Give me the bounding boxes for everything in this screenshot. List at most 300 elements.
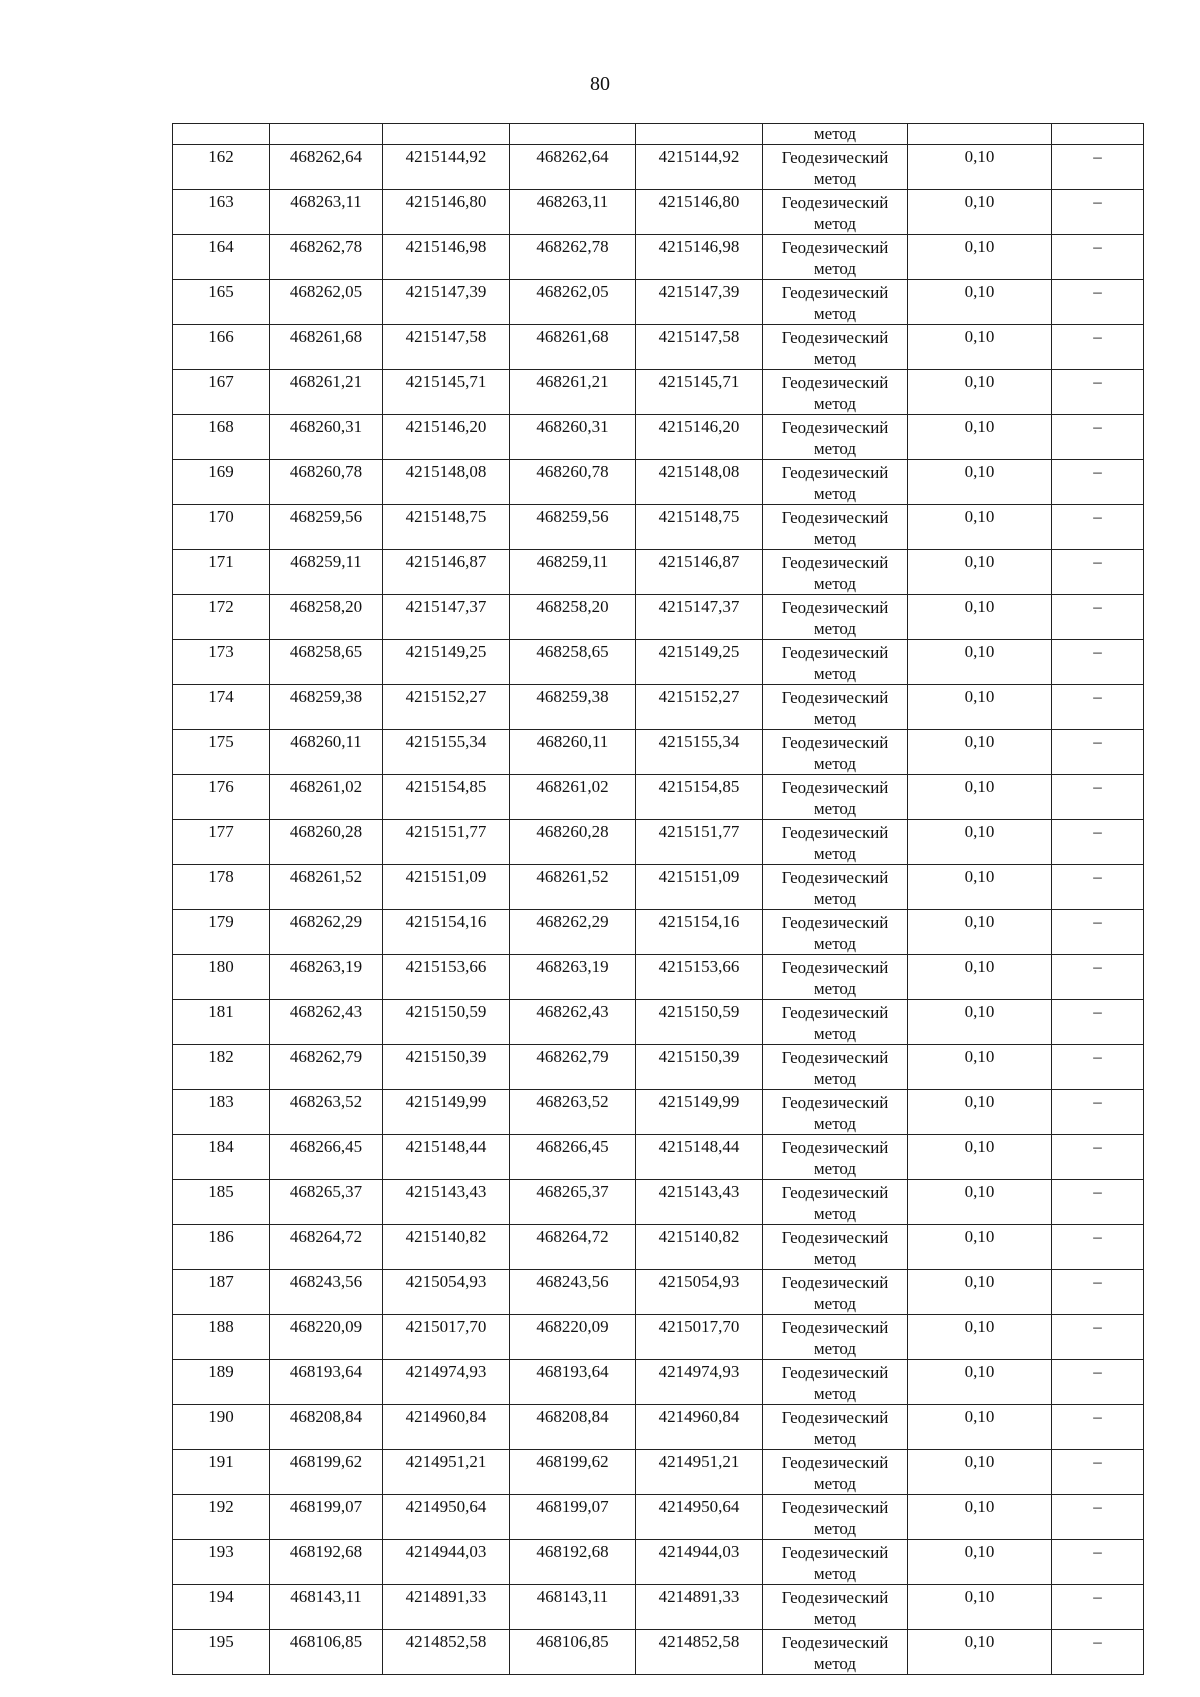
table-row: [173, 1180, 1144, 1225]
cell-accuracy: [908, 280, 1052, 325]
cell-note: [1052, 820, 1144, 865]
cell-accuracy: [908, 145, 1052, 190]
cell-y-existing: [383, 460, 510, 505]
cell-y-existing-text: 4215147,39: [405, 282, 487, 301]
cell-point-number-text: 176: [208, 777, 234, 796]
cell-point-number: [173, 280, 270, 325]
cell-accuracy: [908, 1405, 1052, 1450]
cell-x-refined-text: 468262,29: [536, 912, 609, 931]
cell-note-text: –: [1093, 642, 1102, 661]
cell-accuracy: [908, 1090, 1052, 1135]
cell-x-refined: [510, 1585, 636, 1630]
cell-x-refined-text: 468261,02: [536, 777, 609, 796]
cell-y-existing-text: 4215155,34: [405, 732, 487, 751]
cell-x-existing: [270, 1135, 383, 1180]
cell-accuracy-text: 0,10: [964, 1182, 995, 1201]
cell-x-existing-text: 468263,52: [289, 1092, 363, 1111]
cell-accuracy-text: 0,10: [964, 822, 995, 841]
method-line-1: Геодезический: [781, 1363, 889, 1382]
cell-x-existing-text: 468261,52: [289, 867, 363, 886]
cell-x-existing-text: 468262,05: [289, 282, 363, 301]
cell-x-refined-text: 468243,56: [536, 1272, 609, 1291]
cell-x-refined-text: 468262,43: [536, 1002, 609, 1021]
table-row: [173, 1450, 1144, 1495]
cell-point-number: [173, 325, 270, 370]
cell-x-refined: [510, 1540, 636, 1585]
cell-y-refined-text: 4215147,37: [658, 597, 740, 616]
cell-y-refined: [636, 505, 763, 550]
cell-x-existing-text: 468193,64: [289, 1362, 363, 1381]
cell-point-number-text: 162: [208, 147, 234, 166]
cell-y-existing: [383, 190, 510, 235]
cell-point-number-text: 189: [208, 1362, 234, 1381]
cell-y-refined-text: 4215150,39: [658, 1047, 740, 1066]
cell-point-number-text: 188: [208, 1317, 234, 1336]
cell-note-text: –: [1093, 147, 1102, 166]
cell-x-refined: [510, 955, 636, 1000]
cell-note-text: –: [1093, 687, 1102, 706]
cell-method: [763, 235, 908, 280]
cell-note-text: –: [1093, 372, 1102, 391]
cell-x-existing: [270, 1630, 383, 1675]
method-line-2: метод: [813, 1069, 857, 1088]
cell-point-number-text: 167: [208, 372, 234, 391]
method-line-1: Геодезический: [781, 1003, 889, 1022]
method-line-2: метод: [813, 1609, 857, 1628]
cell-x-existing: [270, 370, 383, 415]
cell-y-existing: [383, 595, 510, 640]
cell-note: [1052, 955, 1144, 1000]
cell-y-refined: [636, 820, 763, 865]
cell-x-refined: [510, 1405, 636, 1450]
cell-accuracy-text: 0,10: [964, 417, 995, 436]
cell-y-existing: [383, 865, 510, 910]
cell-y-existing: [383, 640, 510, 685]
cell-x-refined-text: 468263,11: [536, 192, 609, 211]
cell-x-refined: [510, 1495, 636, 1540]
method-line-2: метод: [813, 214, 857, 233]
cell-x-existing: [270, 1180, 383, 1225]
cell-y-refined-text: 4215146,80: [658, 192, 740, 211]
method-line-1: Геодезический: [781, 823, 889, 842]
table-row: [173, 190, 1144, 235]
cell-y-refined-text: 4215147,39: [658, 282, 740, 301]
method-line-2: метод: [813, 484, 857, 503]
cell-note-text: –: [1093, 867, 1102, 886]
cell-y-existing: [383, 1495, 510, 1540]
cell-point-number-text: 171: [208, 552, 234, 571]
cell-accuracy-text: 0,10: [964, 1227, 995, 1246]
cell-accuracy-text: 0,10: [964, 1542, 995, 1561]
table-row: [173, 370, 1144, 415]
method-line-2: метод: [813, 1429, 857, 1448]
cell-note-text: –: [1093, 1317, 1102, 1336]
method-line-1: Геодезический: [781, 1138, 889, 1157]
cell-x-refined-text: 468199,07: [536, 1497, 609, 1516]
cell-point-number: [173, 124, 270, 145]
cell-point-number: [173, 505, 270, 550]
cell-y-refined-text: 4215150,59: [658, 1002, 740, 1021]
cell-x-refined-text: 468260,31: [536, 417, 609, 436]
method-line-2: метод: [813, 979, 857, 998]
table-row: [173, 730, 1144, 775]
cell-y-refined: [636, 1180, 763, 1225]
cell-accuracy: [908, 640, 1052, 685]
cell-accuracy: [908, 190, 1052, 235]
cell-x-existing: [270, 1045, 383, 1090]
cell-point-number: [173, 1495, 270, 1540]
cell-point-number: [173, 1450, 270, 1495]
cell-y-existing: [383, 955, 510, 1000]
cell-note: [1052, 1630, 1144, 1675]
cell-y-existing-text: 4215146,20: [405, 417, 487, 436]
cell-x-existing-text: 468263,11: [290, 192, 362, 211]
cell-note: [1052, 460, 1144, 505]
cell-x-refined-text: 468106,85: [536, 1632, 609, 1651]
cell-x-existing-text: 468199,07: [289, 1497, 363, 1516]
cell-note-text: –: [1093, 192, 1102, 211]
cell-y-refined: [636, 1585, 763, 1630]
cell-y-existing: [383, 775, 510, 820]
cell-y-existing: [383, 124, 510, 145]
cell-x-existing-text: 468261,68: [289, 327, 363, 346]
table-row: [173, 1045, 1144, 1090]
cell-y-refined-text: 4215151,77: [658, 822, 740, 841]
cell-x-existing: [270, 1270, 383, 1315]
cell-y-refined-text: 4215147,58: [658, 327, 740, 346]
method-line-1: Геодезический: [781, 328, 889, 347]
cell-point-number-text: 183: [208, 1092, 234, 1111]
cell-point-number-text: 193: [208, 1542, 234, 1561]
cell-x-existing-text: 468262,43: [289, 1002, 363, 1021]
cell-x-refined-text: 468259,56: [536, 507, 609, 526]
cell-y-refined-text: 4215153,66: [658, 957, 740, 976]
cell-y-existing-text: 4215145,71: [405, 372, 487, 391]
cell-accuracy-text: 0,10: [964, 687, 995, 706]
cell-y-existing-text: 4215149,99: [405, 1092, 487, 1111]
table-row: [173, 460, 1144, 505]
cell-x-existing: [270, 280, 383, 325]
cell-y-existing-text: 4215146,87: [405, 552, 487, 571]
cell-method: [763, 730, 908, 775]
cell-x-existing: [270, 235, 383, 280]
cell-note-text: –: [1093, 462, 1102, 481]
cell-x-refined: [510, 505, 636, 550]
cell-y-existing: [383, 505, 510, 550]
cell-accuracy-text: 0,10: [964, 1047, 995, 1066]
cell-note-text: –: [1093, 282, 1102, 301]
cell-accuracy: [908, 1585, 1052, 1630]
cell-x-refined-text: 468263,52: [536, 1092, 609, 1111]
cell-x-existing-text: 468264,72: [289, 1227, 363, 1246]
cell-x-refined-text: 468260,11: [536, 732, 609, 751]
cell-x-existing: [270, 1315, 383, 1360]
cell-point-number: [173, 640, 270, 685]
method-line-1: Геодезический: [781, 598, 889, 617]
cell-point-number: [173, 1000, 270, 1045]
cell-method: [763, 460, 908, 505]
method-line-2: метод: [813, 394, 857, 413]
table-row: [173, 1405, 1144, 1450]
table-row: [173, 235, 1144, 280]
cell-accuracy-text: 0,10: [964, 192, 995, 211]
cell-y-refined-text: 4215145,71: [658, 372, 740, 391]
cell-point-number-text: 169: [208, 462, 234, 481]
cell-y-refined: [636, 1225, 763, 1270]
table-row: [173, 775, 1144, 820]
cell-note-text: –: [1093, 1137, 1102, 1156]
cell-point-number: [173, 1225, 270, 1270]
cell-x-existing-text: 468261,21: [289, 372, 363, 391]
cell-x-existing: [270, 550, 383, 595]
cell-y-refined: [636, 124, 763, 145]
cell-accuracy: [908, 820, 1052, 865]
method-line-2: метод: [813, 1114, 857, 1133]
cell-y-existing: [383, 820, 510, 865]
cell-y-refined-text: 4215017,70: [658, 1317, 740, 1336]
cell-method: [763, 1630, 908, 1675]
cell-note-text: –: [1093, 237, 1102, 256]
cell-point-number-text: 181: [208, 1002, 234, 1021]
cell-note: [1052, 415, 1144, 460]
cell-x-refined: [510, 280, 636, 325]
cell-y-existing-text: 4215150,59: [405, 1002, 487, 1021]
cell-accuracy-text: 0,10: [964, 462, 995, 481]
cell-note-text: –: [1093, 777, 1102, 796]
method-line-1: Геодезический: [781, 1228, 889, 1247]
cell-accuracy-text: 0,10: [964, 1632, 995, 1651]
cell-y-existing: [383, 415, 510, 460]
cell-y-refined: [636, 550, 763, 595]
table-row: [173, 325, 1144, 370]
cell-x-existing: [270, 1000, 383, 1045]
cell-accuracy: [908, 910, 1052, 955]
cell-y-refined: [636, 1405, 763, 1450]
cell-y-refined-text: 4215144,92: [658, 147, 740, 166]
cell-accuracy-text: 0,10: [964, 1092, 995, 1111]
cell-note-text: –: [1093, 912, 1102, 931]
cell-y-refined: [636, 1315, 763, 1360]
cell-x-refined: [510, 910, 636, 955]
cell-y-refined-text: 4215140,82: [658, 1227, 740, 1246]
cell-y-refined-text: 4215148,44: [658, 1137, 740, 1156]
method-line-1: Геодезический: [781, 1183, 889, 1202]
cell-accuracy-text: 0,10: [964, 597, 995, 616]
method-line-1: Геодезический: [781, 1318, 889, 1337]
method-line-2: метод: [813, 259, 857, 278]
cell-y-existing: [383, 1360, 510, 1405]
cell-accuracy: [908, 685, 1052, 730]
method-line-1: Геодезический: [781, 688, 889, 707]
cell-y-refined-text: 4214960,84: [658, 1407, 740, 1426]
cell-y-refined: [636, 145, 763, 190]
cell-accuracy: [908, 415, 1052, 460]
cell-point-number-text: 187: [208, 1272, 234, 1291]
cell-note: [1052, 1585, 1144, 1630]
cell-y-refined: [636, 1135, 763, 1180]
cell-point-number: [173, 460, 270, 505]
cell-y-existing-text: 4215154,16: [405, 912, 487, 931]
method-line-2: метод: [813, 169, 857, 188]
cell-accuracy: [908, 550, 1052, 595]
cell-accuracy: [908, 1270, 1052, 1315]
cell-note-text: –: [1093, 507, 1102, 526]
cell-x-existing-text: 468199,62: [289, 1452, 363, 1471]
method-line-2: метод: [813, 439, 857, 458]
cell-y-existing: [383, 1180, 510, 1225]
cell-y-existing: [383, 1045, 510, 1090]
cell-x-existing: [270, 124, 383, 145]
cell-method: [763, 325, 908, 370]
cell-point-number-text: 186: [208, 1227, 234, 1246]
cell-x-refined: [510, 190, 636, 235]
cell-point-number-text: 163: [208, 192, 234, 211]
cell-point-number: [173, 1135, 270, 1180]
cell-accuracy-text: 0,10: [964, 1137, 995, 1156]
cell-method: [763, 1450, 908, 1495]
cell-note: [1052, 1270, 1144, 1315]
cell-note: [1052, 1225, 1144, 1270]
cell-x-existing-text: 468259,11: [290, 552, 362, 571]
cell-point-number-text: 185: [208, 1182, 234, 1201]
table-row: [173, 640, 1144, 685]
cell-note: [1052, 280, 1144, 325]
cell-point-number-text: 195: [208, 1632, 234, 1651]
cell-y-existing: [383, 1540, 510, 1585]
cell-y-refined-text: 4215143,43: [658, 1182, 740, 1201]
cell-method: [763, 685, 908, 730]
method-line-2: метод: [813, 1159, 857, 1178]
cell-x-refined-text: 468266,45: [536, 1137, 609, 1156]
cell-note-text: –: [1093, 1632, 1102, 1651]
method-line-2: метод: [813, 1204, 857, 1223]
cell-y-existing: [383, 145, 510, 190]
cell-accuracy-text: 0,10: [964, 237, 995, 256]
cell-method: [763, 865, 908, 910]
cell-y-existing-text: 4215054,93: [405, 1272, 487, 1291]
cell-point-number: [173, 1270, 270, 1315]
cell-x-refined-text: 468262,79: [536, 1047, 609, 1066]
cell-y-existing-text: 4215148,75: [405, 507, 487, 526]
cell-x-existing: [270, 730, 383, 775]
cell-x-existing-text: 468260,11: [290, 732, 362, 751]
cell-note: [1052, 1450, 1144, 1495]
table-row: [173, 1360, 1144, 1405]
method-line-2: метод: [813, 1024, 857, 1043]
cell-note: [1052, 124, 1144, 145]
cell-x-refined-text: 468258,20: [536, 597, 609, 616]
cell-point-number-text: 184: [208, 1137, 234, 1156]
cell-x-existing-text: 468243,56: [289, 1272, 363, 1291]
method-line-2: метод: [813, 1474, 857, 1493]
cell-x-refined: [510, 685, 636, 730]
method-line-1: Геодезический: [781, 283, 889, 302]
cell-accuracy: [908, 775, 1052, 820]
cell-note: [1052, 910, 1144, 955]
cell-x-refined: [510, 145, 636, 190]
cell-note-text: –: [1093, 1362, 1102, 1381]
cell-accuracy: [908, 1495, 1052, 1540]
cell-note-text: –: [1093, 1452, 1102, 1471]
cell-x-refined-text: 468258,65: [536, 642, 609, 661]
cell-accuracy: [908, 1450, 1052, 1495]
cell-y-existing: [383, 1405, 510, 1450]
cell-accuracy: [908, 1540, 1052, 1585]
cell-y-refined-text: 4215152,27: [658, 687, 740, 706]
cell-x-existing: [270, 1360, 383, 1405]
cell-x-refined: [510, 370, 636, 415]
cell-point-number-text: 178: [208, 867, 234, 886]
cell-method: [763, 370, 908, 415]
cell-point-number: [173, 235, 270, 280]
cell-accuracy: [908, 1360, 1052, 1405]
cell-accuracy-text: 0,10: [964, 147, 995, 166]
cell-x-existing-text: 468260,78: [289, 462, 363, 481]
cell-y-refined: [636, 325, 763, 370]
table-row: [173, 1585, 1144, 1630]
cell-x-existing: [270, 1450, 383, 1495]
cell-note-text: –: [1093, 822, 1102, 841]
cell-y-refined-text: 4215149,25: [658, 642, 740, 661]
cell-x-refined: [510, 775, 636, 820]
cell-point-number-text: 168: [208, 417, 234, 436]
cell-point-number-text: 182: [208, 1047, 234, 1066]
cell-x-refined-text: 468261,68: [536, 327, 609, 346]
cell-method: [763, 1360, 908, 1405]
cell-note: [1052, 1495, 1144, 1540]
cell-x-refined: [510, 1090, 636, 1135]
cell-note-text: –: [1093, 597, 1102, 616]
cell-note-text: –: [1093, 1047, 1102, 1066]
cell-point-number: [173, 730, 270, 775]
cell-y-refined-text: 4215146,98: [658, 237, 740, 256]
cell-point-number: [173, 1540, 270, 1585]
method-line-1: Геодезический: [781, 1408, 889, 1427]
cell-method: [763, 1270, 908, 1315]
cell-note: [1052, 640, 1144, 685]
table-row: [173, 415, 1144, 460]
cell-x-existing: [270, 955, 383, 1000]
cell-x-existing-text: 468220,09: [289, 1317, 363, 1336]
cell-note: [1052, 685, 1144, 730]
cell-x-refined-text: 468261,21: [536, 372, 609, 391]
cell-point-number-text: 191: [208, 1452, 234, 1471]
cell-x-refined: [510, 865, 636, 910]
cell-x-refined-text: 468263,19: [536, 957, 609, 976]
method-line-1: Геодезический: [781, 1543, 889, 1562]
cell-y-refined: [636, 370, 763, 415]
method-line-1: Геодезический: [781, 1093, 889, 1112]
cell-x-refined: [510, 1225, 636, 1270]
method-line-2: метод: [813, 529, 857, 548]
cell-point-number-text: 164: [208, 237, 234, 256]
cell-method: [763, 820, 908, 865]
cell-accuracy-text: 0,10: [964, 327, 995, 346]
cell-point-number: [173, 1090, 270, 1135]
cell-note-text: –: [1093, 957, 1102, 976]
cell-note-text: –: [1093, 1002, 1102, 1021]
cell-point-number-text: 192: [208, 1497, 234, 1516]
cell-y-refined: [636, 235, 763, 280]
cell-x-existing: [270, 595, 383, 640]
cell-x-refined: [510, 640, 636, 685]
cell-point-number: [173, 595, 270, 640]
cell-method: [763, 955, 908, 1000]
method-line-1: Геодезический: [781, 463, 889, 482]
cell-x-existing: [270, 1585, 383, 1630]
table-row: [173, 955, 1144, 1000]
method-line-1: Геодезический: [781, 958, 889, 977]
